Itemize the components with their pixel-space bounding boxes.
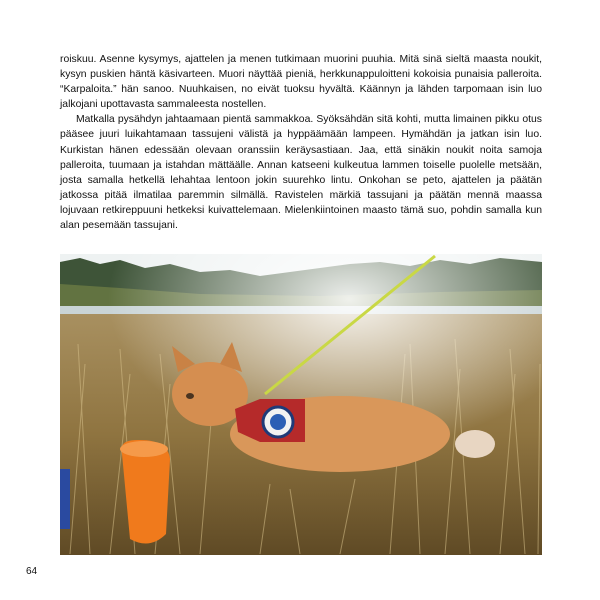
page-number: 64 (26, 566, 38, 577)
photo-illustration (60, 254, 542, 555)
photo-cat-in-bog (60, 254, 542, 555)
paragraph-2: Matkalla pysähdyn jahtaamaan pientä sammakkoa. Syöksähdän sitä kohti, mutta limainen pikku otus pääsee juuri luikahtamaan tassujeni välistä ja hyppäämään lampeen. Hymähdän ja jatkan isin luo. Kurkistan hänen edessään olevaan oranssiin keräysastiaan. Jaa, että sinäkin noukit noita samoja palleroita, tuumaan ja istahdan mättäälle. Annan katseeni kulkeutua lammen toiselle puolelle metsään, josta samalla hetkellä lehahtaa lentoon jokin suurehko lintu. Onkohan se peto, ajattelen ja päätän jatkossa pitää ilmatilaa paremmin silmällä. Ravistelen märkiä tassujani ja päätän mennä maassa lojuvaan retkireppuuni hetkeksi kuivattelemaan. Mielenkiintoinen maasto tämä suo, pohdin samalla kun alan pesemään tassujani. (60, 114, 542, 232)
cat-tail (455, 430, 495, 458)
cat-eye (186, 393, 194, 399)
body-text (60, 52, 542, 233)
backpack (60, 469, 70, 529)
paragraph-1: roiskuu. Asenne kysymys, ajattelen ja menen tutkimaan muorini puuhia. Mitä sinä sieltä maasta noukit, kysyn puskien häntä käsivarteen. Muori näyttää pieniä, herkkunappuloitteni kokoisia punaisia palleroita. “Karpaloita.” hän sanoo. Nuuhkaisen, no eivät tuoksu hyvältä. Käännyn ja lähden tarpomaan isin luo jalkojani upottavasta sammaleesta nostellen. (60, 54, 542, 111)
